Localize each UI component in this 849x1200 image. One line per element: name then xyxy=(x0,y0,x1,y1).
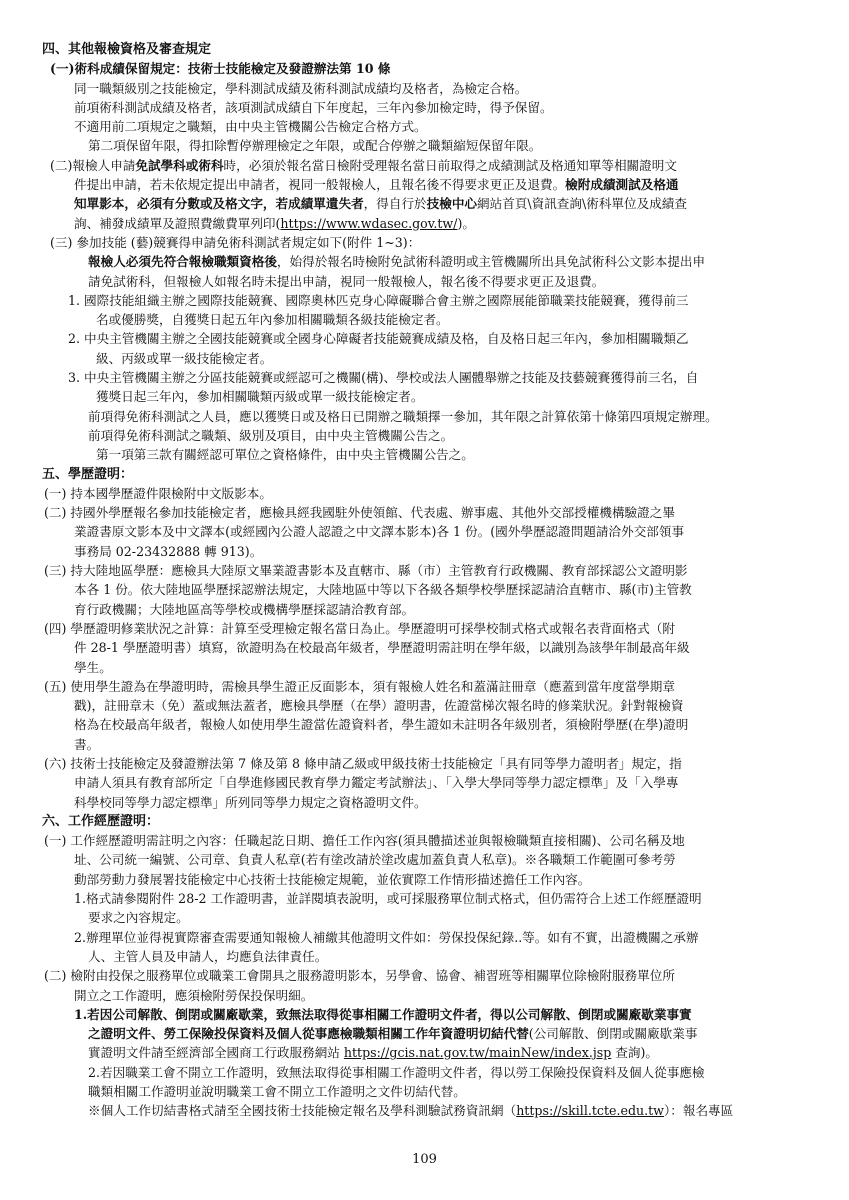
list-item-cont: 動部勞動力發展署技能檢定中心技術士技能檢定規範，並依實際工作情形描述擔任工作內容。 xyxy=(74,871,591,887)
list-item-cont: 址、公司統一編號、公司章、負責人私章(若有塗改請於塗改處加蓋負責人私章)。※各職類工作範圍可參考勞 xyxy=(74,852,676,868)
list-item-cont: 名或優勝獎，自獲獎日起五年內參加相關職類各級技能檢定者。 xyxy=(96,312,449,328)
section-4-2-line: (二)報檢人申請免試學科或術科時，必須於報名當日檢附受理報名當日前取得之成績測試及格通知單等相關證明文 xyxy=(50,157,677,173)
sub-item-cont: 實證明文件請至經濟部全國商工行政服務網站 https://gcis.nat.gov.tw/mainNew/index.jsp 查詢)。 xyxy=(88,1045,658,1061)
list-item-cont: 事務局 02-23432888 轉 913)。 xyxy=(74,543,263,559)
list-item: (三) 持大陸地區學歷：應檢具大陸原文畢業證書影本及直轄市、縣（市）主管教育行政機關、教育部採認公文證明影 xyxy=(44,563,688,579)
page-number: 109 xyxy=(412,1152,437,1167)
list-item: (一) 持本國學歷證件限檢附中文版影本。 xyxy=(44,485,272,501)
list-item-cont: 申請人須具有教育部所定「自學進修國民教育學力鑑定考試辦法」、「入學大學同等學力認定標準」及「入學專 xyxy=(74,775,679,791)
sub-item-cont: 人、主管人員及申請人，均應負法律責任。 xyxy=(88,948,328,964)
list-item: 1. 國際技能組織主辦之國際技能競賽、國際奧林匹克身心障礙聯合會主辦之國際展能節職業技能競賽，獲得前三 xyxy=(68,292,689,308)
skill-tcte-link[interactable]: https://skill.tcte.edu.tw xyxy=(516,1103,664,1119)
list-item-cont: 件 28-1 學歷證明書）填寫，欲證明為在校最高年級者，學歷證明需註明在學年級，以識別為該學年制最高年級 xyxy=(74,640,690,656)
list-item: (六) 技術士技能檢定及發證辦法第 7 條及第 8 條申請乙級或甲級技術士技能檢定「具有同等學力證明者」規定，指 xyxy=(44,755,682,771)
sub-item: 2.辦理單位並得視實際審查需要通知報檢人補繳其他證明文件如：勞保投保紀錄..等。如有不實，出證機關之承辦 xyxy=(74,929,699,945)
paragraph-line: 詢、補發成績單及證照費繳費單列印(https://www.wdasec.gov.tw/)。 xyxy=(74,215,475,231)
list-item-cont: 開立之工作證明，應須檢附勞保投保明細。 xyxy=(74,987,314,1003)
paragraph-line: 知單影本，必須有分數或及格文字，若成績單遺失者，得自行於技檢中心網站首頁\資訊查詢\術科單位及成績查 xyxy=(74,196,687,212)
list-item: (四) 學歷證明修業狀況之計算：計算至受理檢定報名當日為止。學歷證明可採學校制式格式或報名表背面格式（附 xyxy=(44,620,675,636)
list-item-cont: 本各 1 份。依大陸地區學歷採認辦法規定，大陸地區中等以下各級各類學校學歷採認請洽直轄市、縣(市)主管教 xyxy=(74,582,692,598)
sub-item: 1.格式請參閱附件 28-2 工作證明書，並詳閱填表說明，或可採服務單位制式格式，但仍需符合上述工作經歷證明 xyxy=(74,891,702,907)
list-item-cont: 級、丙級或單一級技能檢定者。 xyxy=(96,350,273,366)
gcis-link[interactable]: https://gcis.nat.gov.tw/mainNew/index.jsp xyxy=(343,1045,612,1061)
wdasec-link[interactable]: https://www.wdasec.gov.tw/ xyxy=(280,215,458,231)
list-item: (一) 工作經歷證明需註明之內容：任職起訖日期、擔任工作內容(須具體描述並與報檢職類直接相關)、公司名稱及地 xyxy=(44,833,685,849)
paragraph-line: 前項術科測試成績及格者，該項測試成績自下年度起，三年內參加檢定時，得予保留。 xyxy=(74,99,553,115)
list-item-cont: 業證書原文影本及中文譯本(或經國內公證人認證之中文譯本影本)各 1 份。(國外學歷認證問題請洽外交部領事 xyxy=(74,524,685,540)
document-page xyxy=(42,40,812,1121)
section-6-heading: 六、工作經歷證明： xyxy=(42,813,160,829)
list-item: 3. 中央主管機關主辦之分區技能競賽或經認可之機關(構)、學校或法人團體舉辦之技能及技藝競賽獲得前三名，自 xyxy=(68,370,699,386)
sub-item: 1.若因公司解散、倒閉或關廠歇業，致無法取得從事相關工作證明文件者，得以公司解散、倒閉或關廠歇業事實 xyxy=(74,1006,692,1022)
paragraph-line: 前項得免術科測試之職類、級別及項目，由中央主管機關公告之。 xyxy=(88,427,454,443)
sub-item: 2.若因職業工會不開立工作證明，致無法取得從事相關工作證明文件者，得以勞工保險投保資料及個人從事應檢 xyxy=(88,1064,705,1080)
paragraph-line: 前項得免術科測試之人員，應以獲獎日或及格日已開辦之職類擇一參加，其年限之計算依第十條第四項規定辦理。 xyxy=(88,408,718,424)
list-item: 2. 中央主管機關主辦之全國技能競賽或全國身心障礙者技能競賽成績及格，自及格日起三年內，參加相關職類乙 xyxy=(68,331,689,347)
paragraph-line: 報檢人必須先符合報檢職類資格後，始得於報名時檢附免試術科證明或主管機關所出具免試術科公文影本提出申 xyxy=(88,254,706,270)
paragraph-line: 不適用前二項規定之職類，由中央主管機關公告檢定合格方式。 xyxy=(74,119,427,135)
paragraph-line: 請免試術科，但報檢人如報名時未提出申請，視同一般報檢人，報名後不得要求更正及退費。 xyxy=(88,273,605,289)
list-item-cont: 書。 xyxy=(74,736,100,752)
list-item-cont: 格為在校最高年級者，報檢人如使用學生證當佐證資料者，學生證如未註明各年級別者，須檢附學歷(在學)證明 xyxy=(74,717,689,733)
list-item: (二) 持國外學歷報名參加技能檢定者，應檢具經我國駐外使領館、代表處、辦事處、其他外交部授權機構驗證之畢 xyxy=(44,505,675,521)
section-5-heading: 五、學歷證明： xyxy=(42,466,134,482)
list-item-cont: 學生。 xyxy=(74,659,112,675)
list-item-cont: 科學校同等學力認定標準」所列同等學力規定之資格證明文件。 xyxy=(74,794,427,810)
list-item: (二) 檢附由投保之服務單位或職業工會開具之服務證明影本，另學會、協會、補習班等相關單位除檢附服務單位所 xyxy=(44,968,675,984)
section-4-1-heading: (一)術科成績保留規定：技術士技能檢定及發證辦法第 10 條 xyxy=(50,61,391,77)
sub-item-cont: 之證明文件、勞工保險投保資料及個人從事應檢職類相關工作年資證明切結代替(公司解散、倒閉或關廠歇業事 xyxy=(88,1026,698,1042)
list-item-cont: 育行政機關；大陸地區高等學校或機構學歷採認請洽教育部。 xyxy=(74,601,415,617)
sub-item-cont: 職類相關工作證明並說明職業工會不開立工作證明之文件切結代替。 xyxy=(88,1084,466,1100)
paragraph-line: 同一職類級別之技能檢定，學科測試成績及術科測試成績均及格者，為檢定合格。 xyxy=(74,80,528,96)
list-item: (五) 使用學生證為在學證明時，需檢具學生證正反面影本，須有報檢人姓名和蓋滿註冊章（應蓋到當年度當學期章 xyxy=(44,678,675,694)
section-4-heading: 四、其他報檢資格及審查規定 xyxy=(42,42,212,57)
paragraph-line: 第一項第三款有關經認可單位之資格條件，由中央主管機關公告之。 xyxy=(96,447,474,463)
list-item-cont: 獲獎日起三年內，參加相關職類丙級或單一級技能檢定者。 xyxy=(96,389,424,405)
list-item-cont: 戳)，註冊章未（免）蓋或無法蓋者，應檢具學歷（在學）證明書，佐證當梯次報名時的修業狀況。針對報檢資 xyxy=(74,698,684,714)
note-line: ※個人工作切結書格式請至全國技術士技能檢定報名及學科測驗試務資訊網（https://skill.tcte.edu.tw）：報名專區 xyxy=(88,1103,734,1119)
section-4-3-heading: (三) 參加技能 (藝)競賽得申請免術科測試者規定如下(附件 1~3)： xyxy=(50,234,421,250)
paragraph-line: 件提出申請，若未依規定提出申請者，視同一般報檢人，且報名後不得要求更正及退費。檢附成績測試及格通 xyxy=(74,177,679,193)
sub-item-cont: 要求之內容規定。 xyxy=(88,910,189,926)
paragraph-line: 第二項保留年限，得扣除暫停辦理檢定之年限，或配合停辦之職類縮短保留年限。 xyxy=(88,138,542,154)
